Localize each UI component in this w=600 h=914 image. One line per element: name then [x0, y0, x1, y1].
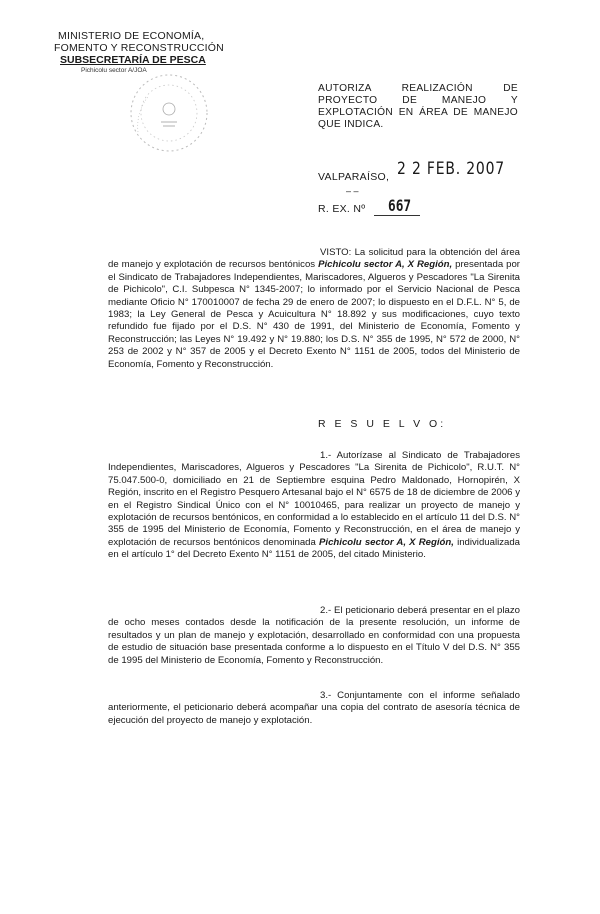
item-1-area-name: Pichicolu sector A, X Región,: [319, 536, 454, 548]
visto-area-name: Pichicolu sector A, X Región,: [318, 259, 453, 271]
resolution-number: 667: [388, 196, 412, 215]
ministry-line-1: MINISTERIO DE ECONOMÍA,: [58, 30, 205, 42]
resolution-item-2: [108, 605, 520, 667]
resolution-label: R. EX. Nº: [318, 203, 366, 215]
visto-paragraph: [108, 247, 520, 371]
item-1-text-1: Autorízase al Sindicato de Trabajadores Independientes, Mariscadores, Algueros y Pescadores "La Sirenita de Pichicolo", R.U.T. N° 75.047.500-0, domiciliado en 21 de Septiembre esquina Pedro Maldonado, Hornopirén, X Región, inscrito en el Registro Pesquero Artesanal bajo el N° 6575 de 18 de diciembre de 2006 y en el Registro Sindical Único con el N° 10010465, para realizar un proyecto de manejo y explotación de recursos bentónicos, en conformidad a lo establecido en el artículo 11 del D.S. N° 355 de 1995 del Ministerio de Economía, Fomento y Reconstrucción, en el área de manejo y explotación de recursos bentónicos denominada: [108, 450, 521, 548]
resolution-subject: AUTORIZA REALIZACIÓN DE PROYECTO DE MANEJO Y EXPLOTACIÓN EN ÁREA DE MANEJO QUE INDICA.: [318, 83, 518, 130]
item-3-text: Conjuntamente con el informe señalado anteriormente, el peticionario deberá acompañar una copia del contrato de asesoría técnica de ejecución del proyecto de manejo y explotación.: [108, 690, 520, 726]
item-1-text-2: individualizada en el artículo 1° del Decreto Exento N° 1151 de 2005, del citado Ministerio.: [108, 536, 521, 561]
place-label: VALPARAÍSO,: [318, 171, 390, 183]
resolution-item-3: [108, 690, 520, 727]
date-stamp: 2 2 FEB. 2007: [397, 159, 505, 179]
visto-text-1: La solicitud para la obtención del área de manejo y explotación de recursos bentónicos: [108, 247, 521, 271]
visto-lead: VISTO:: [320, 247, 352, 258]
resolution-number-underline: [374, 215, 420, 216]
item-2-number: 2.-: [320, 605, 332, 616]
official-seal-icon: [128, 72, 210, 154]
reference-note: Pichicolu sector A/JOA: [81, 67, 147, 74]
item-2-text: El peticionario deberá presentar en el plazo de ocho meses contados desde la notificación de la presente resolución, un informe de resultados y un plan de manejo y explotación, desarrollado en conformidad con una propuesta de estudio de situación base presentada conforme a lo dispuesto en el Título V del D.S. N° 355 de 1995 del Ministerio de Economía, Fomento y Reconstrucción.: [108, 605, 520, 666]
visto-text-2: presentada por el Sindicato de Trabajadores Independientes, Mariscadores, Algueros y Pescadores "La Sirenita de Pichicolo", C.I. Subpesca N° 1345-2007; lo informado por el Servicio Nacional de Pesca mediante Oficio N° 170010007 de fecha 29 de enero de 2007; lo dispuesto en el D.F.L. N° 5, de 1983; la Ley General de Pesca y Acuicultura N° 18.892 y sus modificaciones, cuyo texto refundido fue fijado por el D.S. N° 430 de 1991, del Ministerio de Economía, Fomento y Reconstrucción; las Leyes N° 19.492 y N° 19.880; los D.S. N° 355 de 1995, N° 572 de 2000, N° 253 de 2002 y N° 357 de 2005 y el Decreto Exento N° 1151 de 2005, todos del Ministerio de Economía, Fomento y Reconstrucción.: [108, 259, 520, 370]
dash-mark: – –: [346, 186, 359, 196]
subsecretaria-heading: SUBSECRETARÍA DE PESCA: [60, 54, 206, 66]
item-1-number: 1.-: [320, 450, 332, 461]
ministry-line-2: FOMENTO Y RECONSTRUCCIÓN: [54, 42, 224, 54]
resuelvo-heading: R E S U E L V O:: [318, 418, 447, 430]
resolution-item-1: [108, 450, 520, 562]
item-3-number: 3.-: [320, 690, 332, 701]
